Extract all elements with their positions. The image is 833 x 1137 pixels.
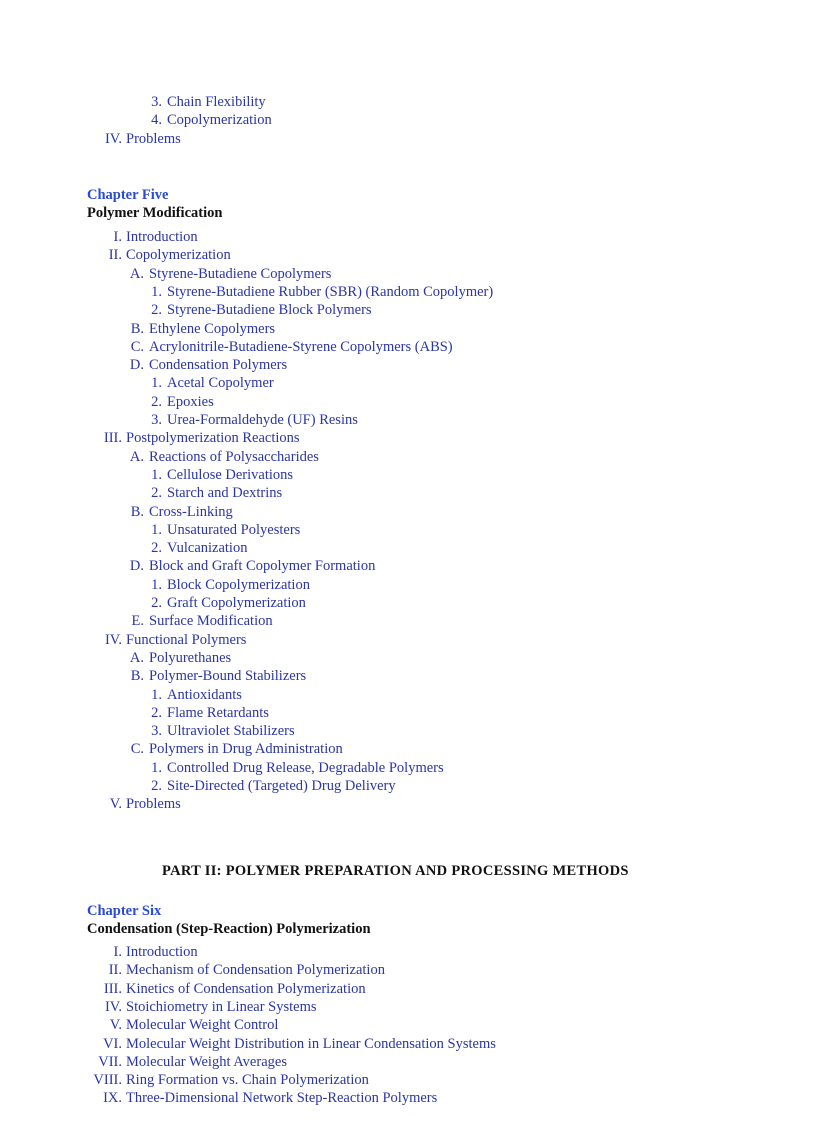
toc-entry[interactable] — [0, 686, 833, 704]
toc-entry-text: Starch and Dextrins — [167, 485, 283, 502]
toc-entry-text: Graft Copolymerization — [167, 595, 306, 611]
toc-entry-number: III. — [103, 980, 122, 997]
toc-entry-number: D. — [129, 357, 144, 374]
toc-entry-number: 1. — [151, 521, 162, 538]
toc-entry[interactable] — [0, 998, 833, 1016]
toc-entry-number: IV. — [104, 631, 122, 648]
toc-entry[interactable] — [0, 1016, 833, 1034]
toc-entry-text: Functional Polymers — [126, 631, 247, 648]
toc-entry-text: Cellulose Derivations — [167, 466, 294, 483]
toc-entry-number: VI. — [103, 1035, 122, 1052]
toc-entry-text: Styrene-Butadiene Block Polymers — [167, 302, 372, 319]
toc-entry-number: V. — [109, 796, 122, 813]
toc-entry[interactable] — [0, 448, 833, 466]
toc-entry[interactable] — [0, 943, 833, 961]
toc-entry-text: Kinetics of Condensation Polymerization — [126, 980, 366, 997]
toc-entry-number: III. — [103, 430, 122, 447]
toc-entry-text: Introduction — [126, 229, 198, 245]
toc-entry[interactable] — [0, 704, 833, 722]
toc-entry-text: Block Copolymerization — [167, 576, 310, 593]
toc-entry-number: 2. — [151, 393, 162, 410]
toc-entry-text: Acrylonitrile-Butadiene-Styrene Copolymers (ABS) — [149, 338, 453, 355]
chapter-five-title: Polymer Modification — [87, 205, 223, 221]
toc-entry-number: A. — [129, 448, 144, 465]
toc-entry[interactable] — [0, 759, 833, 777]
toc-entry-text: Polymer-Bound Stabilizers — [149, 668, 307, 685]
toc-entry[interactable] — [0, 667, 833, 685]
toc-entry-number: B. — [130, 503, 144, 520]
toc-entry-number: E. — [131, 613, 144, 630]
toc-entry-text: Molecular Weight Distribution in Linear Condensation Systems — [126, 1035, 496, 1052]
toc-entry[interactable] — [0, 301, 833, 319]
toc-entry-text: Three-Dimensional Network Step-Reaction Polymers — [126, 1090, 438, 1107]
toc-entry[interactable] — [0, 961, 833, 979]
toc-entry[interactable] — [0, 283, 833, 301]
toc-entry-number: A. — [129, 265, 144, 282]
toc-entry-text: Polymers in Drug Administration — [149, 741, 343, 758]
toc-entry-text: Block and Graft Copolymer Formation — [149, 558, 376, 575]
toc-entry[interactable] — [0, 722, 833, 740]
toc-entry-text: Styrene-Butadiene Rubber (SBR) (Random Copolymer) — [167, 283, 494, 300]
toc-entry[interactable] — [0, 521, 833, 539]
toc-entry[interactable] — [0, 576, 833, 594]
toc-entry-number: I. — [113, 229, 122, 245]
toc-entry-number: 2. — [151, 302, 162, 319]
toc-entry-number: VIII. — [93, 1072, 122, 1089]
toc-entry-text: Unsaturated Polyesters — [167, 521, 301, 538]
toc-entry[interactable] — [0, 111, 833, 129]
toc-entry-number: B. — [130, 668, 144, 685]
toc-entry-number: 2. — [151, 778, 162, 794]
toc-entry[interactable] — [0, 320, 833, 338]
toc-entry-number: 1. — [151, 466, 162, 483]
toc-entry-text: Cross-Linking — [149, 503, 233, 520]
toc-entry-text: Mechanism of Condensation Polymerization — [126, 962, 385, 979]
toc-entry[interactable] — [0, 740, 833, 758]
toc-entry-number: 4. — [151, 112, 162, 129]
toc-entry[interactable] — [0, 649, 833, 667]
toc-entry[interactable] — [0, 484, 833, 502]
toc-entry-number: I. — [113, 944, 122, 960]
toc-entry-number: B. — [130, 320, 144, 337]
toc-entry-text: Problems — [126, 130, 181, 147]
toc-entry-text: Ring Formation vs. Chain Polymerization — [126, 1072, 369, 1089]
toc-entry-number: 1. — [151, 686, 162, 703]
toc-entry-number: 1. — [151, 759, 162, 776]
toc-entry-text: Reactions of Polysaccharides — [149, 448, 319, 465]
toc-entry-text: Controlled Drug Release, Degradable Polymers — [167, 759, 444, 776]
toc-entry-number: II. — [108, 247, 122, 264]
toc-entry-number: 1. — [151, 576, 162, 593]
toc-entry-text: Chain Flexibility — [167, 94, 266, 110]
toc-entry-number: C. — [130, 741, 144, 758]
toc-entry[interactable] — [0, 980, 833, 998]
toc-entry-text: Copolymerization — [126, 247, 231, 264]
toc-entry-number: 2. — [151, 485, 162, 502]
toc-entry-text: Introduction — [126, 944, 198, 960]
toc-entry[interactable] — [0, 612, 833, 630]
toc-entry-number: 1. — [151, 283, 162, 300]
toc-entry[interactable] — [0, 795, 833, 813]
toc-entry[interactable] — [0, 374, 833, 392]
toc-entry-text: Urea-Formaldehyde (UF) Resins — [167, 412, 358, 428]
toc-entry-text: Acetal Copolymer — [167, 375, 274, 392]
toc-entry[interactable] — [0, 539, 833, 557]
toc-entry-text: Problems — [126, 796, 181, 813]
toc-entry[interactable] — [0, 631, 833, 649]
toc-entry-text: Stoichiometry in Linear Systems — [126, 998, 317, 1015]
toc-entry-text: Condensation Polymers — [149, 357, 288, 374]
toc-entry-number: VII. — [98, 1053, 122, 1070]
toc-entry-number: 2. — [151, 540, 162, 557]
toc-entry[interactable] — [0, 265, 833, 283]
toc-entry-text: Site-Directed (Targeted) Drug Delivery — [167, 778, 396, 794]
toc-entry[interactable] — [0, 338, 833, 356]
toc-entry-text: Copolymerization — [167, 112, 272, 129]
toc-entry-text: Postpolymerization Reactions — [126, 430, 300, 447]
toc-entry-number: IX. — [103, 1090, 122, 1107]
toc-entry[interactable] — [0, 594, 833, 612]
toc-entry[interactable] — [0, 777, 833, 795]
toc-entry[interactable] — [0, 93, 833, 111]
toc-entry-text: Ethylene Copolymers — [149, 320, 276, 337]
toc-entry-text: Epoxies — [167, 393, 214, 410]
toc-entry-number: 2. — [151, 704, 162, 721]
toc-entry[interactable] — [0, 1035, 833, 1053]
toc-entry[interactable] — [0, 246, 833, 264]
toc-entry-number: 3. — [151, 723, 162, 740]
toc-entry[interactable] — [0, 130, 833, 148]
chapter-six-title: Condensation (Step-Reaction) Polymerization — [87, 921, 371, 937]
toc-entry[interactable] — [0, 429, 833, 447]
toc-entry[interactable] — [0, 393, 833, 411]
toc-entry-text: Styrene-Butadiene Copolymers — [149, 265, 332, 282]
toc-entry-number: 2. — [151, 595, 162, 611]
toc-entry-number: V. — [109, 1017, 122, 1034]
toc-entry-text: Ultraviolet Stabilizers — [167, 723, 295, 740]
chapter-five-label[interactable]: Chapter Five — [87, 187, 169, 203]
chapter-six-label[interactable]: Chapter Six — [87, 903, 162, 919]
toc-entry-text: Vulcanization — [167, 540, 248, 557]
toc-entry-number: II. — [108, 962, 122, 979]
toc-entry-number: D. — [129, 558, 144, 575]
toc-entry[interactable] — [0, 466, 833, 484]
toc-entry-text: Flame Retardants — [167, 704, 269, 721]
toc-entry-text: Antioxidants — [167, 686, 242, 703]
toc-entry[interactable] — [0, 356, 833, 374]
toc-entry-number: IV. — [104, 998, 122, 1015]
toc-entry-text: Molecular Weight Averages — [126, 1053, 287, 1070]
toc-entry-number: 1. — [151, 375, 162, 392]
toc-entry-text: Molecular Weight Control — [126, 1017, 279, 1034]
toc-entry[interactable] — [0, 228, 833, 246]
toc-entry-number: A. — [129, 649, 144, 666]
toc-entry[interactable] — [0, 411, 833, 429]
toc-entry-text: Surface Modification — [149, 613, 273, 630]
toc-entry-number: 3. — [151, 94, 162, 110]
toc-entry-text: Polyurethanes — [149, 649, 232, 666]
part-two-title: PART II: POLYMER PREPARATION AND PROCESSING METHODS — [162, 863, 629, 879]
toc-entry[interactable] — [0, 1089, 833, 1107]
toc-entry-number: IV. — [104, 130, 122, 147]
toc-entry-number: 3. — [151, 412, 162, 428]
toc-entry[interactable] — [0, 1071, 833, 1089]
toc-entry-number: C. — [130, 338, 144, 355]
toc-entry[interactable] — [0, 1053, 833, 1071]
toc-entry[interactable] — [0, 557, 833, 575]
toc-entry[interactable] — [0, 503, 833, 521]
